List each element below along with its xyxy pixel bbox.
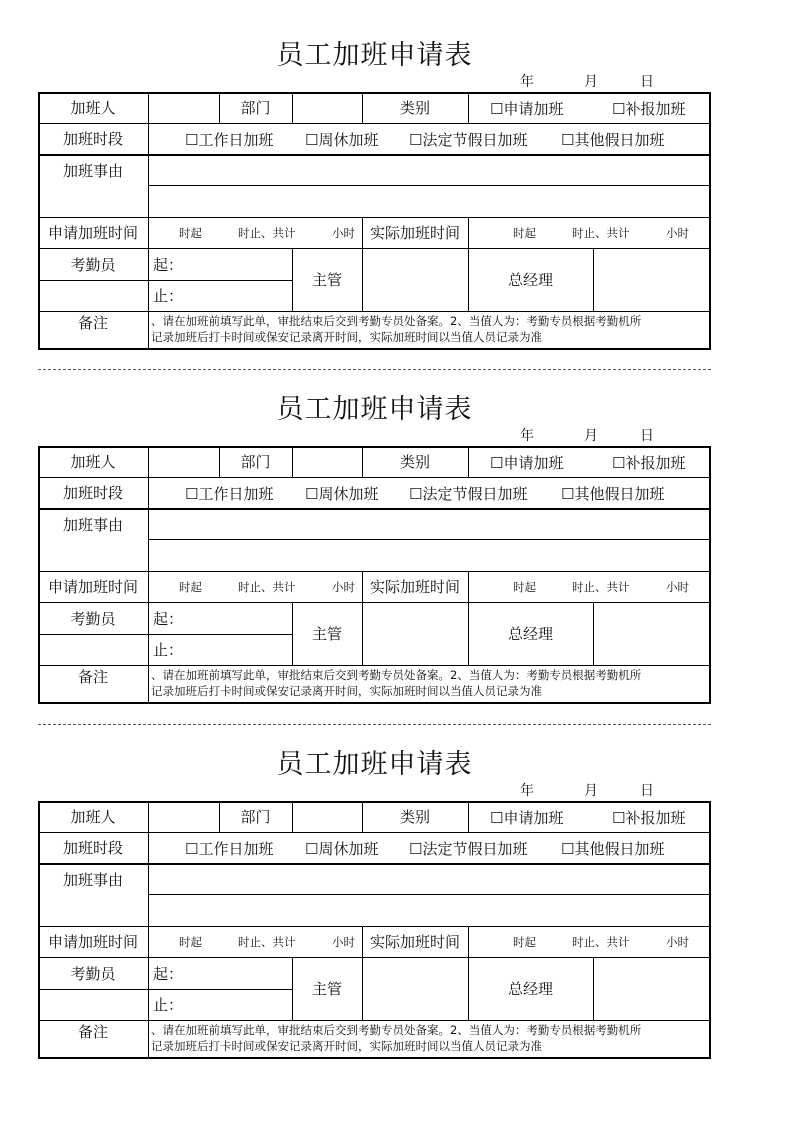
attendance-label: 考勤员 <box>70 255 116 274</box>
cut-line-2 <box>38 724 711 725</box>
applied-hours-unit: 小时 <box>332 579 355 594</box>
reason-input-line-1[interactable] <box>149 865 709 894</box>
applied-time-label: 申请加班时间 <box>47 578 138 596</box>
remarks-line-2: 记录加班后打卡时间或保安记录离开时间，实际加班时间以当值人员记录为准 <box>151 330 542 344</box>
end-label: 止： <box>153 287 184 305</box>
form-title: 员工加班申请表 <box>276 40 473 71</box>
end-label: 止： <box>153 641 184 659</box>
form-table <box>38 92 711 356</box>
end-label: 止： <box>153 996 184 1014</box>
period-option-other[interactable]: ☐其他假日加班 <box>561 131 665 149</box>
actual-time-label: 实际加班时间 <box>369 578 460 596</box>
actual-to-unit: 时止、共计 <box>572 225 630 240</box>
date-line <box>38 426 711 446</box>
period-option-holiday[interactable]: ☐法定节假日加班 <box>409 485 528 503</box>
general-manager-signature[interactable] <box>594 249 709 311</box>
remarks-label: 备注 <box>77 1022 108 1041</box>
day-label: 日 <box>640 74 654 90</box>
period-label: 加班时段 <box>62 130 123 148</box>
actual-to-unit: 时止、共计 <box>572 934 630 949</box>
supervisor-label: 主管 <box>311 271 342 289</box>
applicant-label: 加班人 <box>70 99 116 117</box>
month-label: 月 <box>584 428 598 444</box>
supervisor-signature[interactable] <box>363 603 467 665</box>
department-label: 部门 <box>240 99 271 117</box>
actual-from-unit: 时起 <box>513 934 536 949</box>
reason-label: 加班事由 <box>62 515 123 534</box>
department-input[interactable] <box>293 803 361 832</box>
remarks-line-1: 、请在加班前填写此单，审批结束后交到考勤专员处备案。2、当值人为：考勤专员根据考勤机所 <box>151 1023 642 1037</box>
month-label: 月 <box>584 783 598 799</box>
period-option-holiday[interactable]: ☐法定节假日加班 <box>409 131 528 149</box>
applied-to-unit: 时止、共计 <box>238 225 296 240</box>
actual-hours-unit: 小时 <box>666 579 689 594</box>
department-input[interactable] <box>293 94 361 123</box>
supervisor-signature[interactable] <box>363 958 467 1020</box>
overtime-form-1 <box>38 38 711 358</box>
remarks-line-1: 、请在加班前填写此单，审批结束后交到考勤专员处备案。2、当值人为：考勤专员根据考勤机所 <box>151 314 642 328</box>
actual-from-unit: 时起 <box>513 225 536 240</box>
applied-hours-unit: 小时 <box>332 934 355 949</box>
overtime-form-3 <box>38 747 711 1067</box>
category-option-apply[interactable]: ☐申请加班 <box>490 100 564 118</box>
form-table <box>38 446 711 710</box>
period-option-weekend[interactable]: ☐周休加班 <box>305 485 379 503</box>
overtime-form-2 <box>38 392 711 712</box>
period-option-weekend[interactable]: ☐周休加班 <box>305 840 379 858</box>
attendance-label: 考勤员 <box>70 964 116 983</box>
category-label: 类别 <box>399 453 430 471</box>
department-input[interactable] <box>293 448 361 477</box>
department-label: 部门 <box>240 453 271 471</box>
category-option-supplement[interactable]: ☐补报加班 <box>612 454 686 472</box>
actual-hours-unit: 小时 <box>666 934 689 949</box>
period-option-weekend[interactable]: ☐周休加班 <box>305 131 379 149</box>
category-option-apply[interactable]: ☐申请加班 <box>490 454 564 472</box>
reason-input-line-2[interactable] <box>149 540 709 571</box>
general-manager-label: 总经理 <box>507 625 553 643</box>
remarks-label: 备注 <box>77 313 108 332</box>
year-label: 年 <box>520 74 534 90</box>
reason-input-line-2[interactable] <box>149 186 709 217</box>
start-label: 起： <box>153 964 184 983</box>
general-manager-label: 总经理 <box>507 980 553 998</box>
reason-input-line-1[interactable] <box>149 156 709 185</box>
supervisor-label: 主管 <box>311 980 342 998</box>
form-table <box>38 801 711 1065</box>
month-label: 月 <box>584 74 598 90</box>
applied-time-label: 申请加班时间 <box>47 224 138 242</box>
reason-input-line-1[interactable] <box>149 510 709 539</box>
applied-time-label: 申请加班时间 <box>47 933 138 951</box>
category-label: 类别 <box>399 808 430 826</box>
actual-to-unit: 时止、共计 <box>572 579 630 594</box>
general-manager-signature[interactable] <box>594 958 709 1020</box>
applicant-label: 加班人 <box>70 453 116 471</box>
cut-line-1 <box>38 369 711 370</box>
applied-from-unit: 时起 <box>179 934 202 949</box>
general-manager-label: 总经理 <box>507 271 553 289</box>
date-line <box>38 781 711 801</box>
year-label: 年 <box>520 783 534 799</box>
year-label: 年 <box>520 428 534 444</box>
department-label: 部门 <box>240 808 271 826</box>
applicant-label: 加班人 <box>70 808 116 826</box>
date-line <box>38 72 711 92</box>
actual-time-label: 实际加班时间 <box>369 933 460 951</box>
category-option-supplement[interactable]: ☐补报加班 <box>612 809 686 827</box>
category-option-supplement[interactable]: ☐补报加班 <box>612 100 686 118</box>
applied-hours-unit: 小时 <box>332 225 355 240</box>
category-label: 类别 <box>399 99 430 117</box>
reason-input-line-2[interactable] <box>149 895 709 926</box>
period-option-workday[interactable]: ☐工作日加班 <box>185 485 274 503</box>
start-label: 起： <box>153 609 184 628</box>
period-option-holiday[interactable]: ☐法定节假日加班 <box>409 840 528 858</box>
category-option-apply[interactable]: ☐申请加班 <box>490 809 564 827</box>
applied-to-unit: 时止、共计 <box>238 579 296 594</box>
form-title: 员工加班申请表 <box>276 749 473 780</box>
actual-from-unit: 时起 <box>513 579 536 594</box>
period-label: 加班时段 <box>62 839 123 857</box>
remarks-line-2: 记录加班后打卡时间或保安记录离开时间，实际加班时间以当值人员记录为准 <box>151 684 542 698</box>
period-option-other[interactable]: ☐其他假日加班 <box>561 840 665 858</box>
applied-to-unit: 时止、共计 <box>238 934 296 949</box>
applicant-input[interactable] <box>149 94 218 123</box>
supervisor-signature[interactable] <box>363 249 467 311</box>
applicant-input[interactable] <box>149 448 218 477</box>
remarks-line-1: 、请在加班前填写此单，审批结束后交到考勤专员处备案。2、当值人为：考勤专员根据考勤机所 <box>151 668 642 682</box>
period-option-workday[interactable]: ☐工作日加班 <box>185 131 274 149</box>
start-label: 起： <box>153 255 184 274</box>
form-title: 员工加班申请表 <box>276 394 473 425</box>
applied-from-unit: 时起 <box>179 225 202 240</box>
remarks-label: 备注 <box>77 667 108 686</box>
period-option-other[interactable]: ☐其他假日加班 <box>561 485 665 503</box>
period-option-workday[interactable]: ☐工作日加班 <box>185 840 274 858</box>
reason-label: 加班事由 <box>62 161 123 180</box>
applied-from-unit: 时起 <box>179 579 202 594</box>
applicant-input[interactable] <box>149 803 218 832</box>
actual-hours-unit: 小时 <box>666 225 689 240</box>
reason-label: 加班事由 <box>62 870 123 889</box>
day-label: 日 <box>640 428 654 444</box>
general-manager-signature[interactable] <box>594 603 709 665</box>
remarks-line-2: 记录加班后打卡时间或保安记录离开时间，实际加班时间以当值人员记录为准 <box>151 1039 542 1053</box>
supervisor-label: 主管 <box>311 625 342 643</box>
attendance-label: 考勤员 <box>70 609 116 628</box>
day-label: 日 <box>640 783 654 799</box>
period-label: 加班时段 <box>62 484 123 502</box>
actual-time-label: 实际加班时间 <box>369 224 460 242</box>
